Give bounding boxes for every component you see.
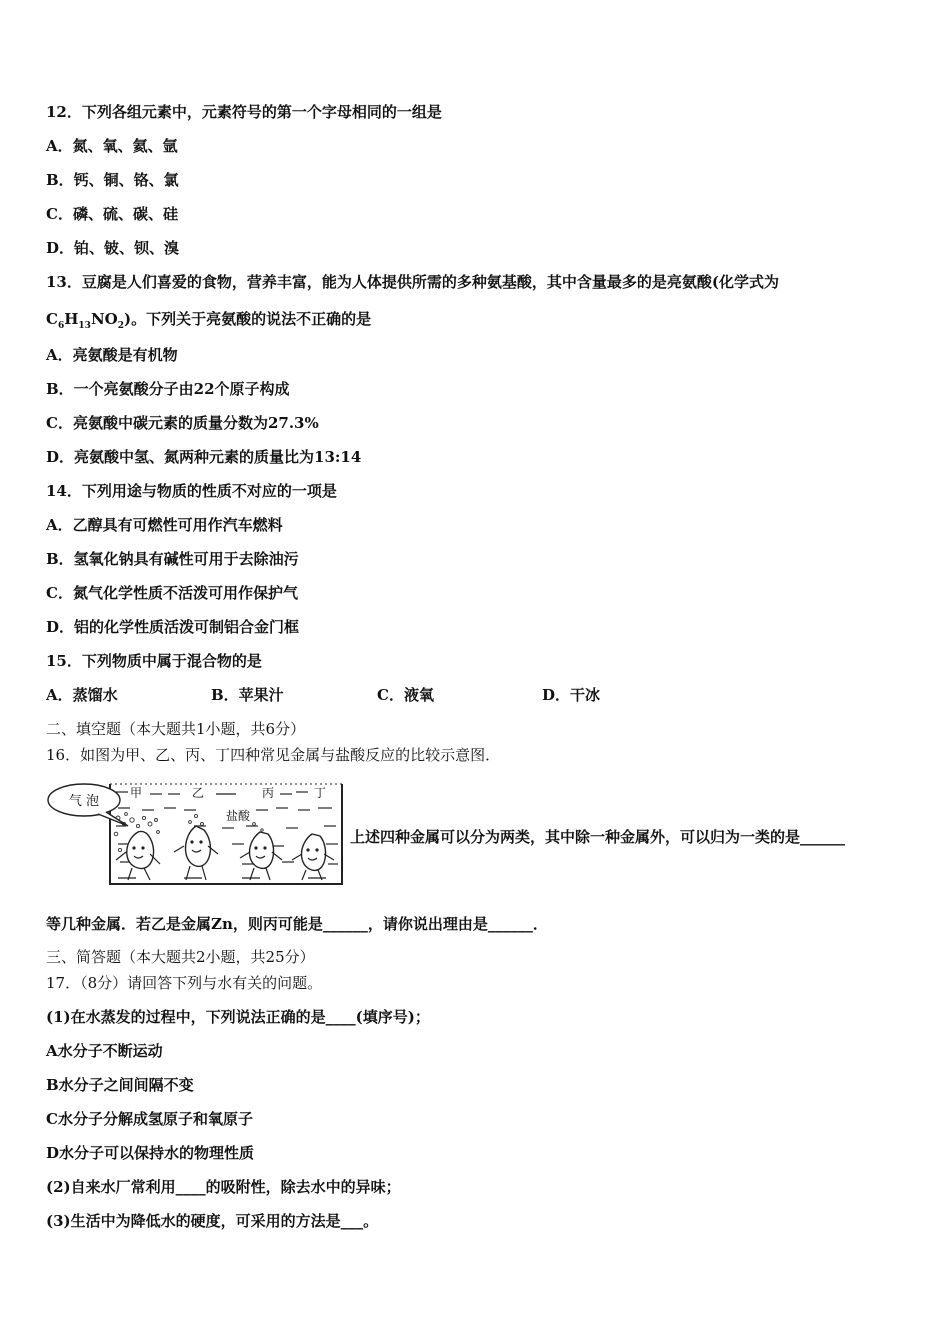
- q15-options: [46, 685, 926, 705]
- q13-option-d: D．亮氨酸中氢、氮两种元素的质量比为13:14: [46, 448, 362, 466]
- q12-option-a: A．氮、氧、氦、氩: [46, 137, 178, 155]
- q15-option-d: D．干冰: [542, 686, 601, 704]
- q17-part-1: (1)在水蒸发的过程中，下列说法正确的是____(填序号)；: [46, 1008, 430, 1026]
- speech-bubble-tail: [98, 812, 128, 826]
- q13-option-a: A．亮氨酸是有机物: [46, 346, 178, 364]
- q14-option-d: D．铝的化学性质活泼可制铝合金门框: [46, 618, 300, 636]
- formula: $C_6H_{13}NO_2$: [46, 310, 124, 331]
- q17-stem: 17．（8分）请回答下列与水有关的问题。: [46, 974, 323, 992]
- metal-label-jia: 甲: [129, 786, 143, 800]
- character-faces: [132, 840, 318, 851]
- q17-option-b: B水分子之间间隔不变: [46, 1076, 194, 1094]
- metal-label-ding: 丁: [313, 786, 327, 800]
- q17-option-a: A水分子不断运动: [46, 1042, 163, 1060]
- bubble-label: 气 泡: [68, 794, 100, 809]
- metal-label-bing: 丙: [261, 786, 275, 800]
- q14-stem: 14．下列用途与物质的性质不对应的一项是: [46, 482, 337, 500]
- q15-option-b: B．苹果汁: [211, 686, 284, 704]
- q15-option-a: A．蒸馏水: [46, 686, 118, 704]
- q13-option-c: C．亮氨酸中碳元素的质量分数为27.3%: [46, 414, 319, 432]
- q13-stem: 13．豆腐是人们喜爱的食物，营养丰富，能为人体提供所需的多种氨基酸，其中含量最多的是亮氨酸(化学式为: [46, 273, 779, 291]
- q14-option-a: A．乙醇具有可燃性可用作汽车燃料: [46, 516, 283, 534]
- q12-option-b: B．钙、铜、铬、氯: [46, 171, 179, 189]
- q17-option-d: D水分子可以保持水的物理性质: [46, 1144, 255, 1162]
- section-3-heading: 三、简答题（本大题共2小题，共25分）: [46, 948, 315, 966]
- q17-part-2: (2)自来水厂常利用____的吸附性，除去水中的异味；: [46, 1178, 401, 1196]
- q16-stem: 16．如图为甲、乙、丙、丁四种常见金属与盐酸反应的比较示意图．: [46, 746, 501, 764]
- q14-option-b: B．氢氧化钠具有碱性可用于去除油污: [46, 550, 299, 568]
- metal-label-yi: 乙: [191, 786, 205, 800]
- q12-option-d: D．铂、铍、钡、溴: [46, 239, 180, 257]
- q15-option-c: C．液氧: [377, 686, 434, 704]
- metals-acid-figure: [46, 780, 348, 888]
- q14-option-c: C．氮气化学性质不活泼可用作保护气: [46, 584, 298, 602]
- q17-option-c: C水分子分解成氢原子和氧原子: [46, 1110, 253, 1128]
- section-2-heading: 二、填空题（本大题共1小题，共6分）: [46, 720, 306, 738]
- q16-continuation: 等几种金属．若乙是金属Zn，则丙可能是______，请你说出理由是______．: [46, 915, 548, 933]
- q13-option-b: B．一个亮氨酸分子由22个原子构成: [46, 380, 290, 398]
- acid-label: 盐酸: [225, 809, 251, 823]
- q12-stem: 12．下列各组元素中，元素符号的第一个字母相同的一组是: [46, 103, 442, 121]
- q17-part-3: (3)生活中为降低水的硬度，可采用的方法是___。: [46, 1212, 379, 1230]
- q12-option-c: C．磷、硫、碳、硅: [46, 205, 178, 223]
- q15-stem: 15．下列物质中属于混合物的是: [46, 652, 262, 670]
- q13-stem-line2: $C_6H_{13}NO_2$)。下列关于亮氨酸的说法不正确的是: [46, 310, 372, 331]
- q16-side-text: 上述四种金属可以分为两类，其中除一种金属外，可以归为一类的是______: [350, 828, 846, 846]
